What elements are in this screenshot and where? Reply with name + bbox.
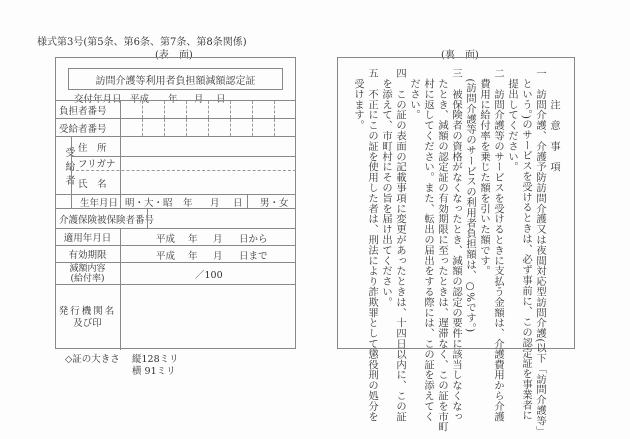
issue-date-day: 日 (216, 94, 226, 105)
notice-line: 三 被保険者の資格がなくなったとき、減額の認定の要件に該当しなくなっ (450, 68, 462, 422)
expiry-day: 日まで (239, 250, 268, 262)
furigana-label: フリガナ (78, 159, 116, 170)
reduction-value: ／100 (195, 270, 223, 281)
burden-number-row (55, 100, 296, 118)
form-number: 様式第3号(第5条、第6条、第7条、第8条関係) (37, 37, 247, 48)
issuer-label: 発行機関名 及び印 (58, 305, 117, 329)
issue-date-era: 平成 (130, 94, 150, 105)
expiry-era: 平成 (156, 250, 176, 262)
notice-line: 一 訪問介護、介護予防訪問介護又は夜間対応型訪問介護(以下「訪問介護等」 (534, 68, 546, 437)
recipient-block (55, 136, 296, 194)
notice-line: 受けます。 (352, 68, 364, 131)
gender: 男・女 (260, 198, 289, 209)
notice-heading: 注 意 事 項 (548, 68, 560, 172)
insured-number-row (55, 208, 296, 228)
apply-date-year: 年 (188, 233, 198, 245)
recipient-group-label: 受給者 (63, 147, 74, 189)
notice-line: 二 訪問介護等のサービスを受けるときに支払う金額は、介護費用から介護 (492, 68, 504, 422)
expiry-row (55, 245, 296, 262)
birth-month: 月 (210, 198, 220, 209)
notice-line: 村に返してください。また、転出の届出をする際には、この証を添えてく (422, 68, 434, 422)
size-height: 縦128ミリ (132, 354, 179, 365)
reduction-label: 減額内容 (給付率) (69, 263, 106, 284)
issuer-row (55, 284, 296, 350)
birthdate-row (55, 194, 296, 208)
notice-line: という。)のサービスを受けるときは、必ず事前に、この認定証を事業者に (520, 68, 532, 421)
back-face-label: (裏 面) (441, 50, 479, 61)
apply-date-row (55, 228, 296, 245)
name-label: 氏 名 (78, 178, 107, 190)
reduction-row (55, 262, 296, 284)
back-card (337, 57, 575, 437)
size-note-label: ◇証の大きさ (65, 354, 120, 365)
notice-line: 五 不正にこの証を使用した者は、刑法により詐欺罪として懲役刑の処分を (366, 68, 378, 422)
notice-line: 四 この証の表面の記載事項に変更があったときは、十四日以内に、この証 (394, 68, 406, 422)
birth-eras: 明・大・昭 (125, 198, 173, 209)
front-face-label: (表 面) (155, 50, 193, 61)
birth-day: 日 (233, 198, 243, 209)
apply-date-day: 日から (239, 233, 268, 245)
expiry-label: 有効期限 (68, 250, 107, 261)
notice-line: 提出してください。 (506, 68, 518, 172)
size-width: 横 91ミリ (132, 366, 176, 377)
notice-line: ださい。 (408, 68, 420, 120)
expiry-month: 月 (213, 250, 223, 262)
address-label: 住 所 (78, 142, 107, 154)
issue-date-label: 交付年月日 (74, 94, 122, 105)
issue-date-year: 年 (168, 94, 178, 105)
notice-line: (訪問介護等のサービスの利用者負担額は、○%です。) (464, 68, 476, 333)
card-title: 訪問介護等利用者負担額減額認定証 (68, 68, 283, 90)
notice-line: を添えて、市町村にその旨を届け出てください。 (380, 68, 392, 308)
front-card (55, 57, 296, 349)
expiry-year: 年 (188, 250, 198, 262)
apply-date-label: 適用年月日 (63, 233, 112, 244)
burden-number-label: 負担者番号 (59, 105, 107, 117)
issue-date-month: 月 (194, 94, 204, 105)
apply-date-month: 月 (213, 233, 223, 245)
notice-line: たとき、減額の認定証の有効期限に至ったときは、遅滞なく、この証を市町 (436, 68, 448, 432)
birthdate-label: 生年月日 (80, 198, 119, 209)
birth-year: 年 (183, 198, 193, 209)
notice-line: 費用に給付率を乗じた額を引いた額です。 (478, 68, 490, 276)
recipient-number-label: 受給者番号 (59, 123, 107, 135)
apply-date-era: 平成 (156, 233, 176, 245)
insured-number-label: 介護保険被保険者番号 (59, 214, 155, 226)
recipient-number-row (55, 118, 296, 136)
